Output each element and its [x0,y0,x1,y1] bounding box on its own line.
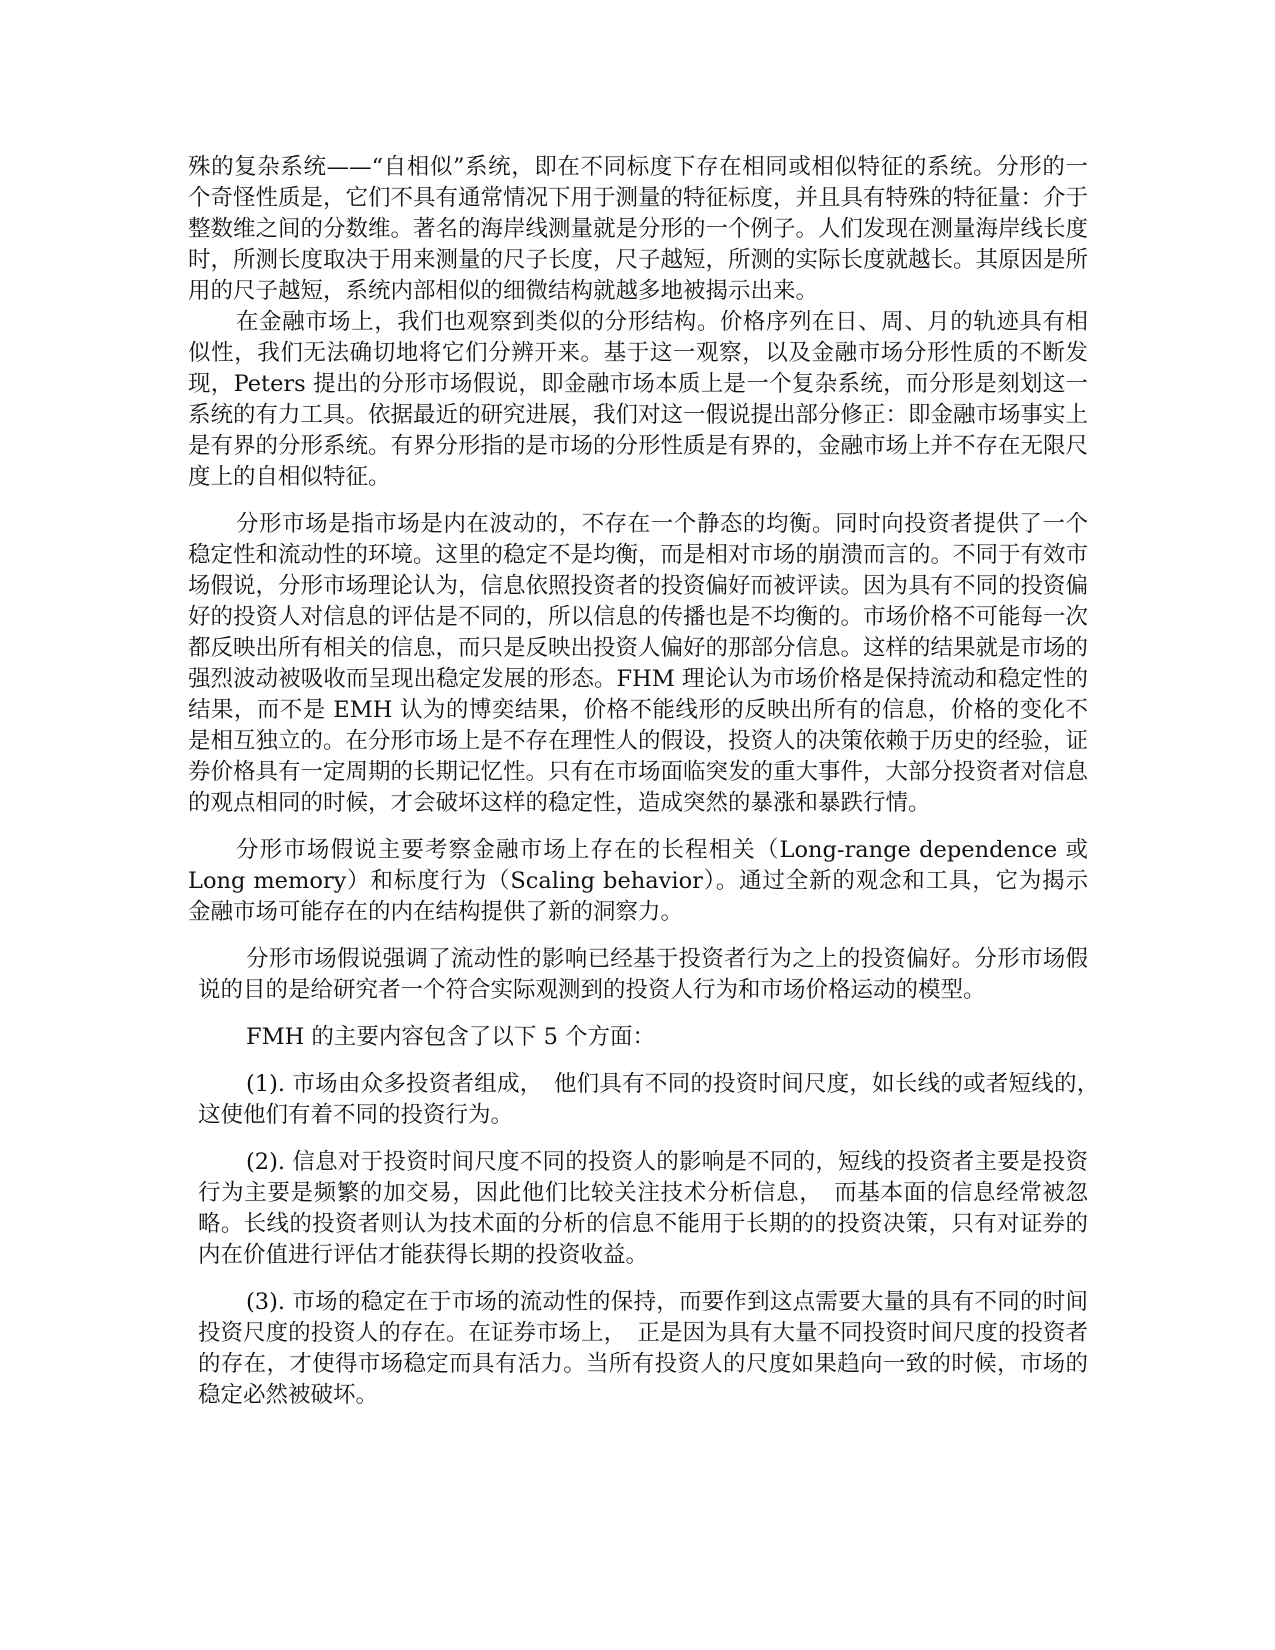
document-page [188,152,1111,1411]
paragraph-financial-market-fractal: 在金融市场上，我们也观察到类似的分形结构。价格序列在日、周、月的轨迹具有相似性，我们无法确切地将它们分辨开来。基于这一观察，以及金融市场分形性质的不断发现，Peters 提出的分形市场假说，即金融市场本质上是一个复杂系统，而分形是刻划这一系统的有力工具。依据最近的研究进展，我们对这一假说提出部分修正：即金融市场事实上是有界的分形系统。有界分形指的是市场的分形性质是有界的，金融市场上并不存在无限尺度上的自相似特征。 [188,309,1089,490]
paragraph-fmh-emphasis: 分形市场假说强调了流动性的影响已经基于投资者行为之上的投资偏好。分形市场假说的目的是给研究者一个符合实际观测到的投资人行为和市场价格运动的模型。 [198,946,1088,1003]
list-item-3: (3). 市场的稳定在于市场的流动性的保持，而要作到这点需要大量的具有不同的时间投资尺度的投资人的存在。在证券市场上， 正是因为具有大量不同投资时间尺度的投资者的存在，才使得市场稳定而具有活力。当所有投资人的尺度如果趋向一致的时候，市场的稳定必然被破坏。 [198,1289,1088,1408]
paragraph-fmh-contents-intro: FMH 的主要内容包含了以下 5 个方面： [246,1024,656,1050]
paragraph-fractal-definition: 殊的复杂系统——“自相似”系统，即在不同标度下存在相同或相似特征的系统。分形的一个奇怪性质是，它们不具有通常情况下用于测量的特征标度，并且具有特殊的特征量：介于整数维之间的分数维。著名的海岸线测量就是分形的一个例子。人们发现在测量海岸线长度时，所测长度取决于用来测量的尺子长度，尺子越短，所测的实际长度就越长。其原因是所用的尺子越短，系统内部相似的细微结构就越多地被揭示出来。 [188,154,1089,304]
list-item-2: (2). 信息对于投资时间尺度不同的投资人的影响是不同的，短线的投资者主要是投资行为主要是频繁的加交易，因此他们比较关注技术分析信息， 而基本面的信息经常被忽略。长线的投资者则认为技术面的分析的信息不能用于长期的的投资决策，只有对证券的内在价值进行评估才能获得长期的投资收益。 [198,1149,1088,1268]
list-item-1: (1). 市场由众多投资者组成， 他们具有不同的投资时间尺度，如长线的或者短线的， 这使他们有着不同的投资行为。 [198,1071,1111,1128]
paragraph-fmh-scope: 分形市场假说主要考察金融市场上存在的长程相关（Long-range dependence 或 Long memory）和标度行为（Scaling behavior）。通过全新的观念和工具，它为揭示金融市场可能存在的内在结构提供了新的洞察力。 [188,837,1088,925]
paragraph-fractal-market-meaning: 分形市场是指市场是内在波动的，不存在一个静态的均衡。同时向投资者提供了一个稳定性和流动性的环境。这里的稳定不是均衡，而是相对市场的崩溃而言的。不同于有效市场假说，分形市场理论认为，信息依照投资者的投资偏好而被评读。因为具有不同的投资偏好的投资人对信息的评估是不同的，所以信息的传播也是不均衡的。市场价格不可能每一次都反映出所有相关的信息，而只是反映出投资人偏好的那部分信息。这样的结果就是市场的强烈波动被吸收而呈现出稳定发展的形态。FHM 理论认为市场价格是保持流动和稳定性的结果，而不是 EMH 认为的博奕结果，价格不能线形的反映出所有的信息，价格的变化不是相互独立的。在分形市场上是不存在理性人的假设，投资人的决策依赖于历史的经验，证券价格具有一定周期的长期记忆性。只有在市场面临突发的重大事件，大部分投资者对信息的观点相同的时候，才会破坏这样的稳定性，造成突然的暴涨和暴跌行情。 [188,511,1089,816]
